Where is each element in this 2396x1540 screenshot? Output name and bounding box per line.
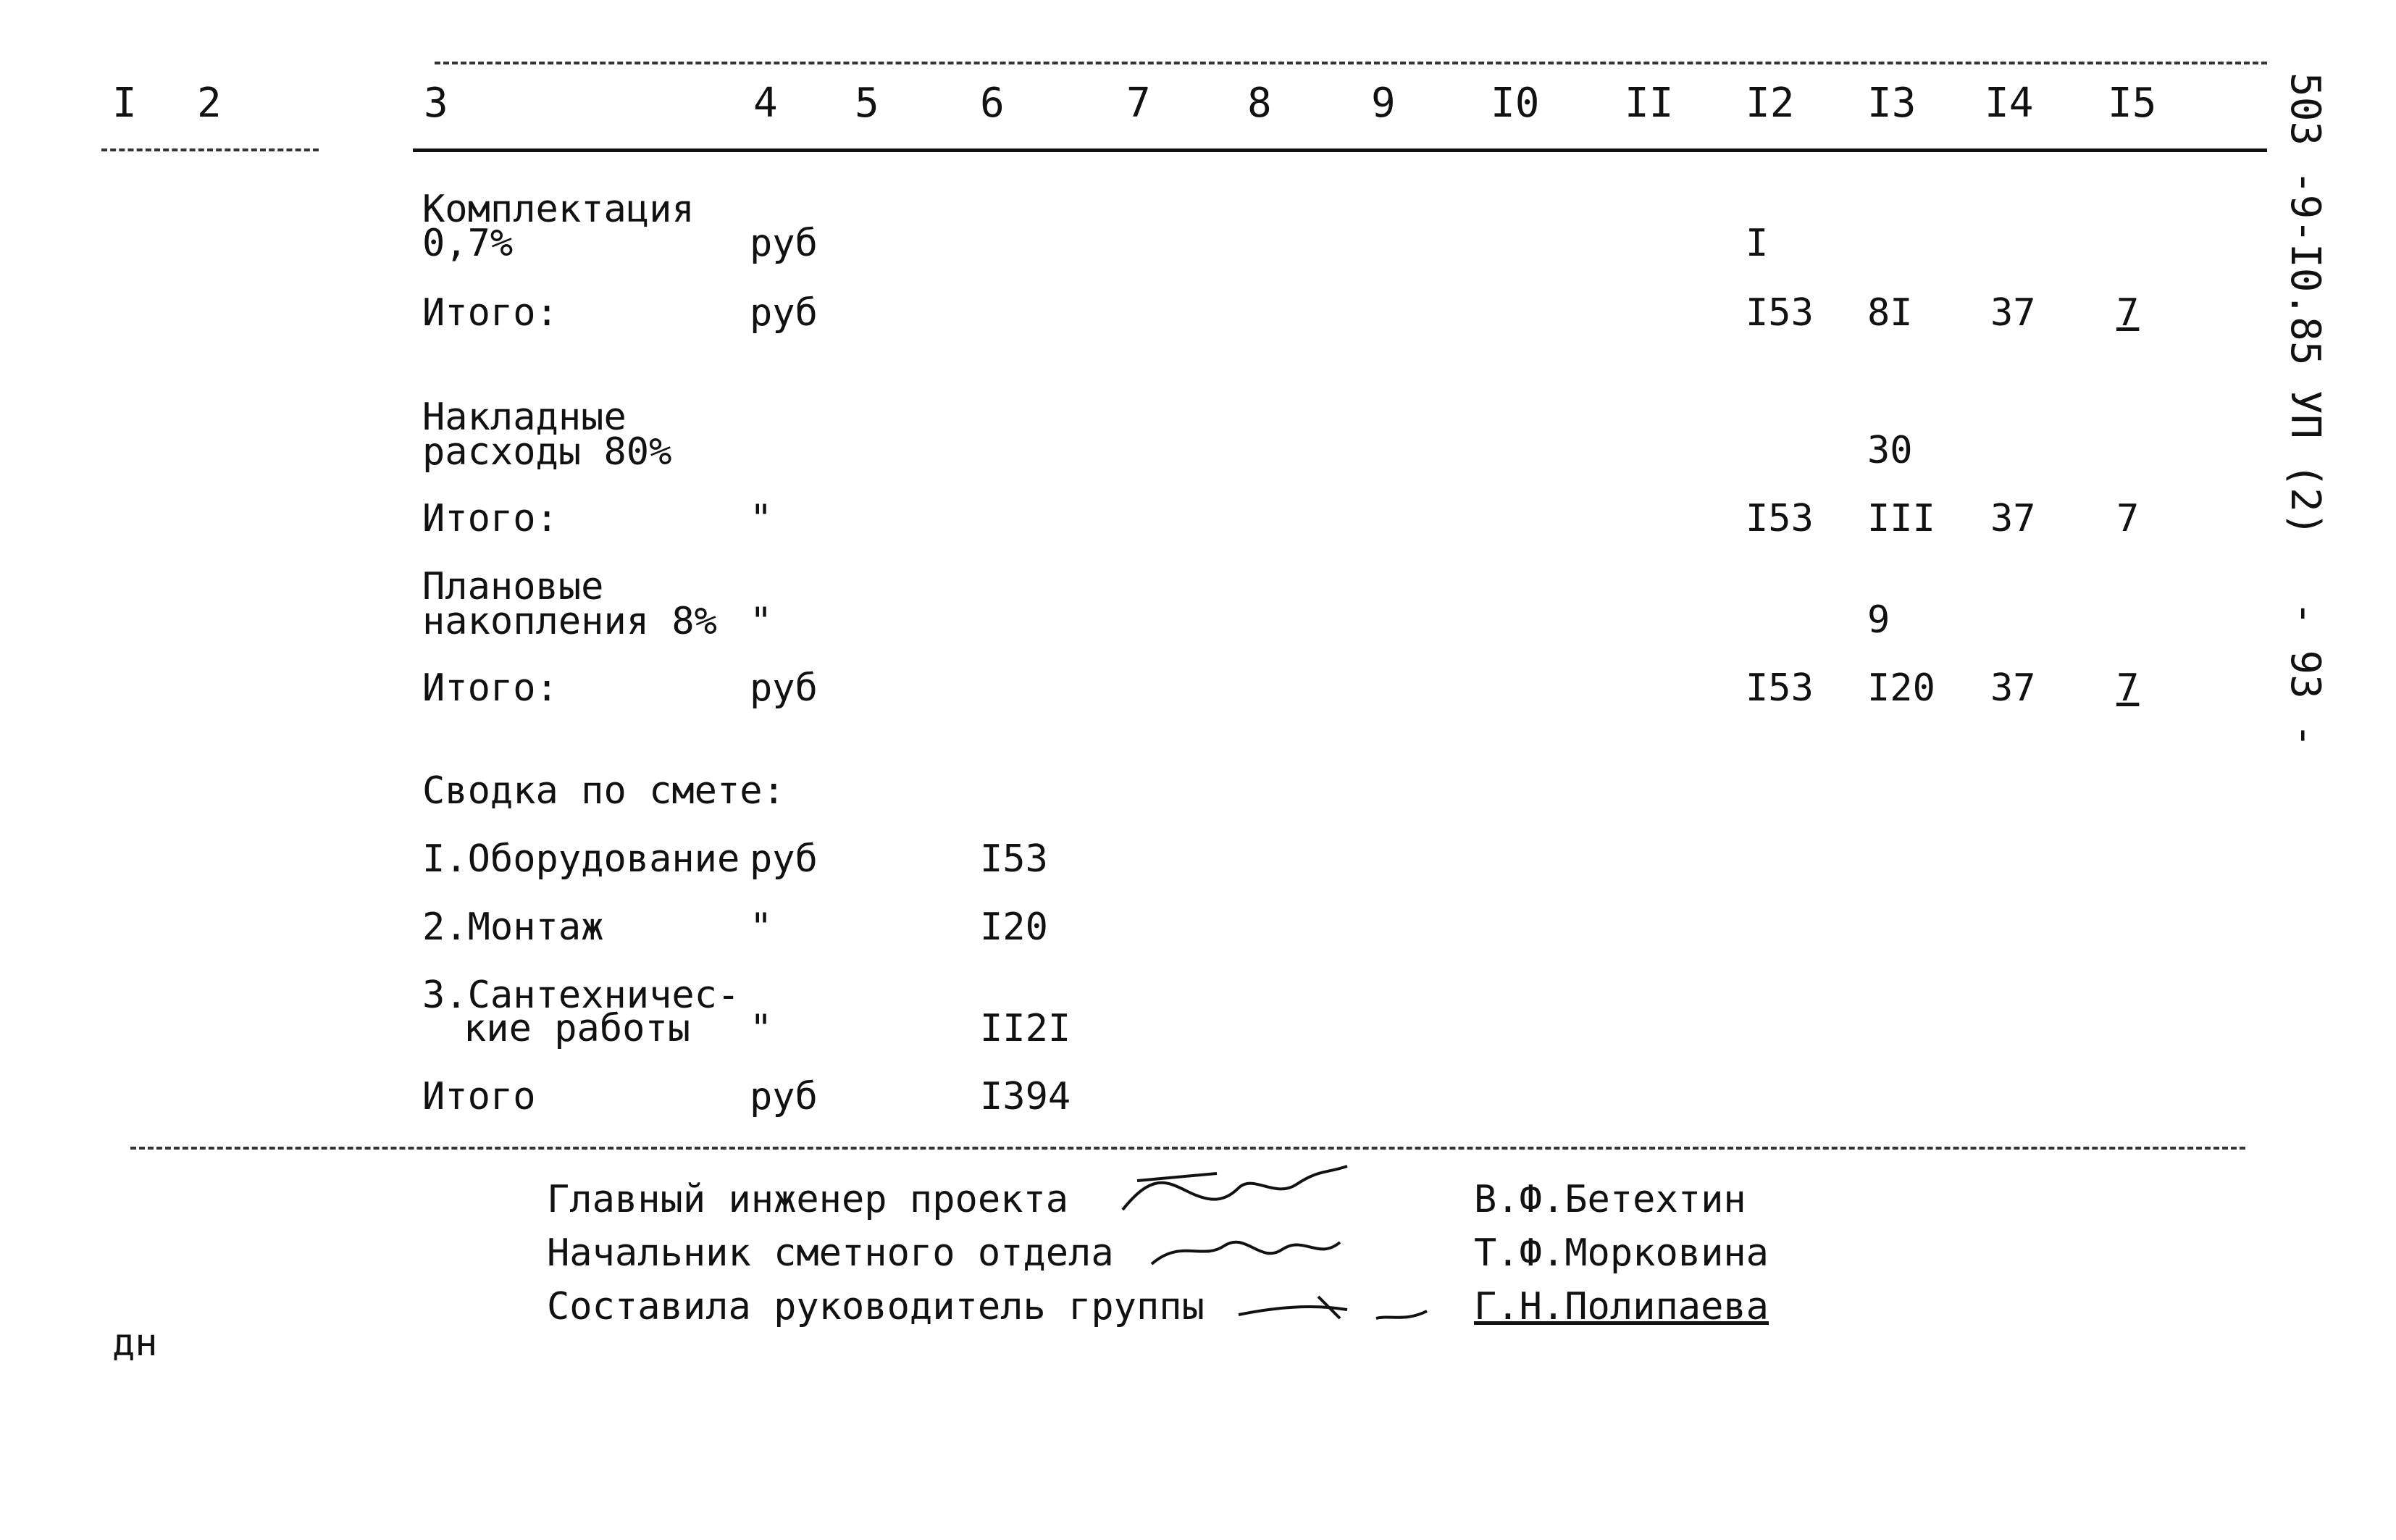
row-label: Итого:: [422, 291, 558, 335]
summary-item-value: II2I: [980, 1007, 1071, 1050]
cell-c15: 7: [2116, 497, 2140, 540]
summary-item-unit: ": [750, 905, 773, 949]
column-number: 7: [1126, 80, 1151, 127]
cell-c13: 30: [1867, 429, 1913, 472]
summary-item-value: I394: [980, 1075, 1071, 1118]
row-label: Комплектация: [422, 188, 695, 231]
summary-item-value: I53: [980, 837, 1048, 881]
cell-c13: III: [1867, 497, 1935, 540]
cell-c14: 37: [1990, 666, 2036, 710]
cell-c15: 7: [2116, 291, 2140, 335]
summary-item-unit: руб: [750, 1075, 818, 1118]
column-number: 8: [1247, 80, 1272, 127]
signature-name: Т.Ф.Морковина: [1474, 1231, 1769, 1275]
cell-c13: I20: [1867, 666, 1935, 710]
summary-item-label: 3.Сантехничес-: [422, 974, 740, 1017]
summary-item-unit: ": [750, 1007, 773, 1050]
row-label: Плановые: [422, 565, 604, 608]
row-unit: руб: [750, 666, 818, 710]
cell-c12: I53: [1746, 291, 1814, 335]
signature-role: Начальник сметного отдела: [547, 1231, 1114, 1275]
column-number: I5: [2108, 80, 2157, 127]
summary-item-label: кие работы: [464, 1007, 691, 1050]
handwritten-signature: [1108, 1159, 1369, 1224]
header-rule-left: [101, 148, 319, 151]
column-number: II: [1625, 80, 1674, 127]
cell-c14: 37: [1990, 291, 2036, 335]
column-number: I0: [1491, 80, 1540, 127]
row-label: расходы 80%: [422, 430, 672, 474]
column-number: I2: [1746, 80, 1795, 127]
footer-mark: дн: [112, 1321, 158, 1365]
row-label: накопления 8%: [422, 600, 717, 643]
cell-c14: 37: [1990, 497, 2036, 540]
signature-role: Главный инженер проекта: [547, 1178, 1069, 1221]
row-unit: ": [750, 600, 773, 643]
handwritten-signature: [1231, 1282, 1449, 1333]
page-number: - 93 -: [2282, 601, 2329, 748]
column-number: 5: [855, 80, 879, 127]
column-number: 4: [753, 80, 778, 127]
cell-c12: I: [1746, 222, 1769, 265]
signature-name: В.Ф.Бетехтин: [1474, 1178, 1746, 1221]
column-number: 6: [980, 80, 1005, 127]
row-unit: руб: [750, 222, 818, 265]
row-label: Накладные: [422, 396, 627, 439]
column-number: 9: [1371, 80, 1396, 127]
top-rule: [435, 62, 2267, 64]
document-code: 503 -9-I0.85 УП (2): [2282, 72, 2329, 537]
row-label: Итого:: [422, 497, 558, 540]
row-unit: руб: [750, 291, 818, 335]
row-label: Итого:: [422, 666, 558, 710]
column-number: 3: [424, 80, 448, 127]
cell-c12: I53: [1746, 497, 1814, 540]
column-number: I3: [1867, 80, 1917, 127]
column-number: 2: [197, 80, 222, 127]
summary-item-label: 2.Монтаж: [422, 905, 604, 949]
column-number: I: [112, 80, 137, 127]
cell-c12: I53: [1746, 666, 1814, 710]
summary-item-value: I20: [980, 905, 1048, 949]
handwritten-signature: [1144, 1224, 1362, 1282]
signature-role: Составила руководитель группы: [547, 1285, 1205, 1328]
summary-title: Сводка по смете:: [422, 769, 785, 813]
cell-c15: 7: [2116, 666, 2140, 710]
cell-c13: 8I: [1867, 291, 1913, 335]
header-rule: [413, 148, 2267, 152]
signature-name: Г.Н.Полипаева: [1474, 1285, 1769, 1328]
summary-item-unit: руб: [750, 837, 818, 881]
bottom-rule: [130, 1147, 2245, 1150]
summary-item-label: I.Оборудование: [422, 837, 740, 881]
column-number: I4: [1985, 80, 2034, 127]
row-unit: ": [750, 497, 773, 540]
row-label: 0,7%: [422, 222, 514, 265]
cell-c13: 9: [1867, 598, 1890, 642]
summary-item-label: Итого: [422, 1075, 536, 1118]
